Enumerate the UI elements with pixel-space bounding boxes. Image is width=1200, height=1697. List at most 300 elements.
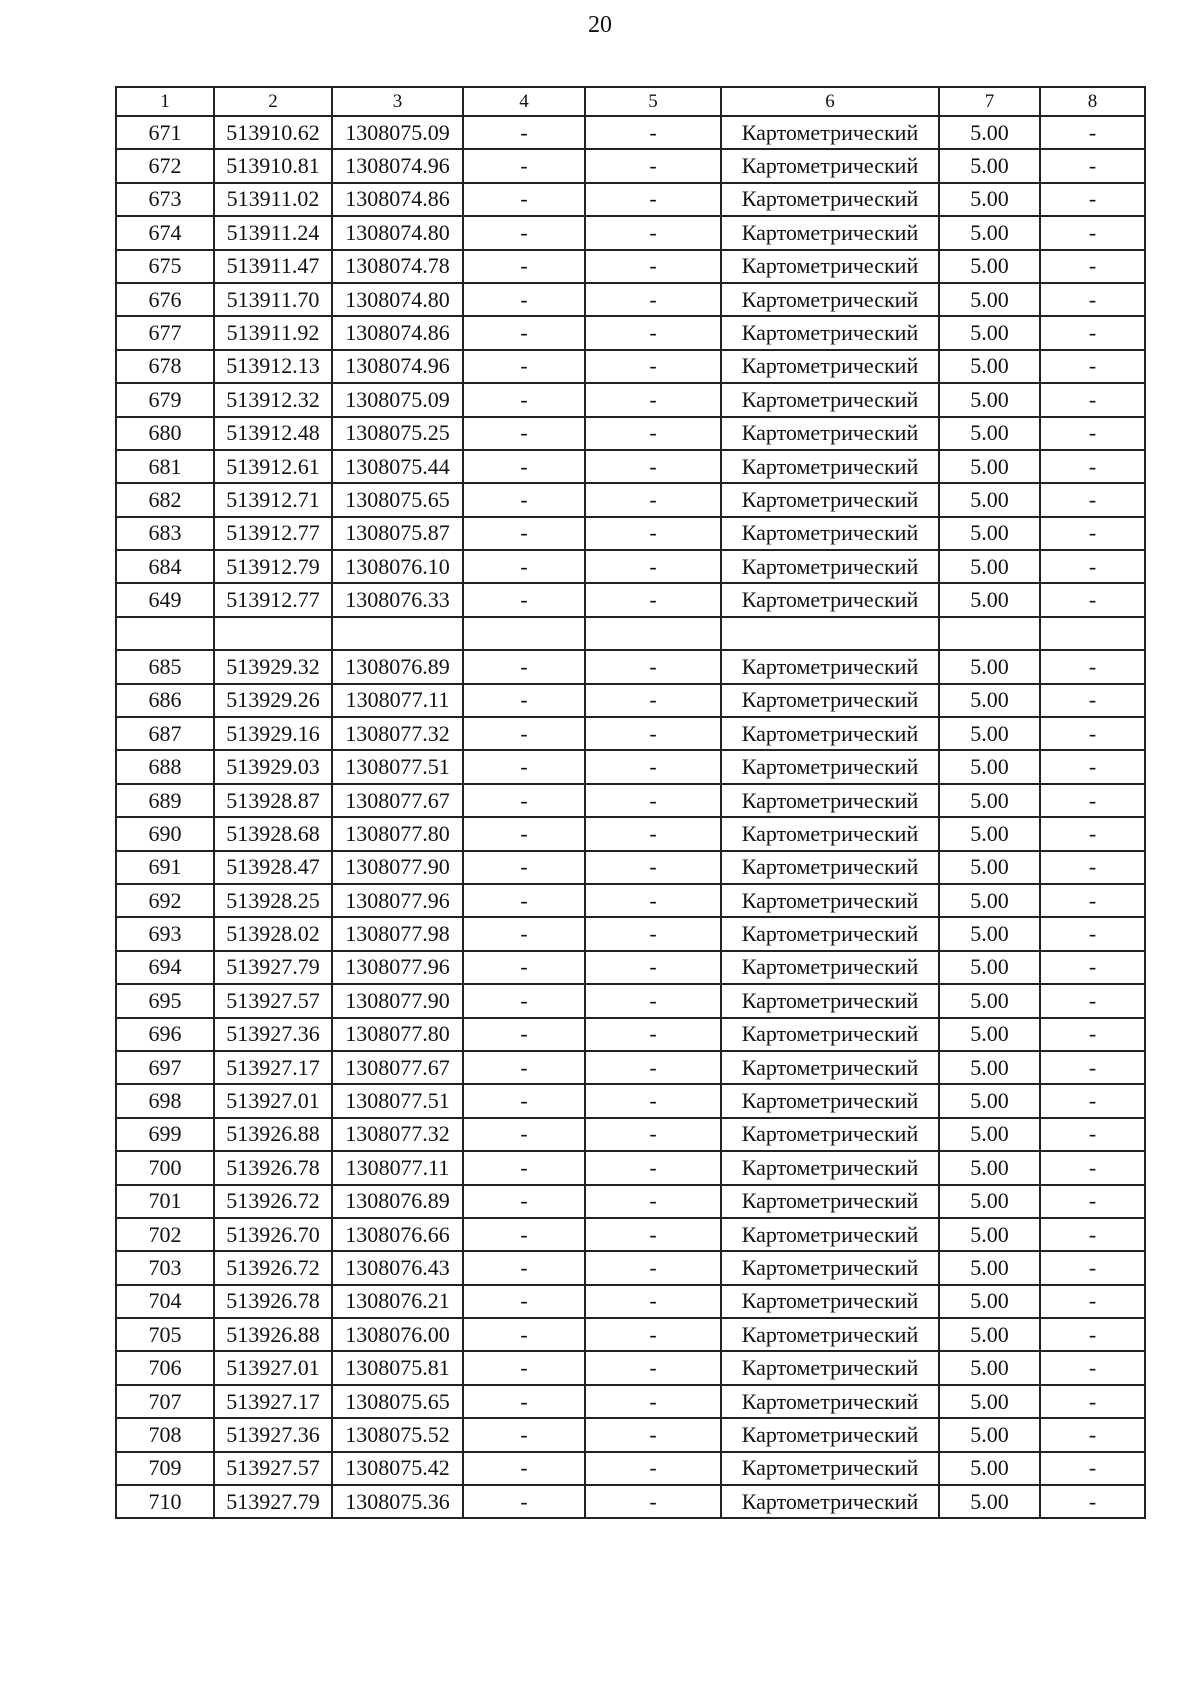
table-cell-col-1: 686 — [116, 684, 214, 717]
table-cell-col-8: - — [1040, 984, 1145, 1017]
table-row — [116, 684, 1145, 717]
table-cell-col-1: 674 — [116, 216, 214, 249]
table-row — [116, 1251, 1145, 1284]
table-cell-col-6: Картометрический — [721, 1218, 939, 1251]
table-cell-col-3: 1308075.44 — [332, 450, 463, 483]
table-row — [116, 1084, 1145, 1117]
table-cell-col-2: 513912.79 — [214, 550, 332, 583]
table-cell-col-2: 513910.62 — [214, 116, 332, 149]
table-cell-col-1: 694 — [116, 951, 214, 984]
table-cell-col-1: 679 — [116, 383, 214, 416]
table-cell-col-3: 1308075.42 — [332, 1452, 463, 1485]
table-cell-col-1: 704 — [116, 1285, 214, 1318]
table-cell-col-1: 683 — [116, 517, 214, 550]
table-cell-col-1: 684 — [116, 550, 214, 583]
table-cell-col-5: - — [585, 1218, 721, 1251]
table-cell-col-8: - — [1040, 283, 1145, 316]
table-cell-col-6: Картометрический — [721, 350, 939, 383]
table-cell-col-1: 685 — [116, 650, 214, 683]
table-cell-col-2: 513912.71 — [214, 483, 332, 516]
table-cell-col-3: 1308075.81 — [332, 1351, 463, 1384]
table-cell-col-1: 695 — [116, 984, 214, 1017]
table-cell-col-2: 513926.72 — [214, 1251, 332, 1284]
table-cell-col-1: 691 — [116, 851, 214, 884]
table-row — [116, 149, 1145, 182]
table-cell-col-2: 513928.02 — [214, 917, 332, 950]
table-cell-col-5: - — [585, 1285, 721, 1318]
table-cell-col-4: - — [463, 684, 585, 717]
table-row — [116, 283, 1145, 316]
table-cell-col-4: - — [463, 1218, 585, 1251]
table-cell-col-1: 702 — [116, 1218, 214, 1251]
table-cell-col-2: 513929.26 — [214, 684, 332, 717]
table-cell-col-8: - — [1040, 250, 1145, 283]
table-cell-col-6: Картометрический — [721, 183, 939, 216]
table-cell-col-2: 513928.68 — [214, 817, 332, 850]
table-cell-col-7: 5.00 — [939, 483, 1040, 516]
table-cell-col-3: 1308077.11 — [332, 684, 463, 717]
table-cell-col-7: 5.00 — [939, 417, 1040, 450]
table-cell-col-8: - — [1040, 1018, 1145, 1051]
table-cell-col-4: - — [463, 784, 585, 817]
table-cell-col-4: - — [463, 216, 585, 249]
table-cell-col-2: 513911.92 — [214, 316, 332, 349]
table-cell-col-4: - — [463, 517, 585, 550]
table-cell-col-2: 513912.48 — [214, 417, 332, 450]
table-cell-col-6 — [721, 617, 939, 650]
table-cell-col-1: 709 — [116, 1452, 214, 1485]
table-cell-col-2: 513926.88 — [214, 1318, 332, 1351]
table-cell-col-8: - — [1040, 1318, 1145, 1351]
table-cell-col-5: - — [585, 717, 721, 750]
table-cell-col-6: Картометрический — [721, 1285, 939, 1318]
table-cell-col-2: 513929.03 — [214, 750, 332, 783]
table-cell-col-1: 707 — [116, 1385, 214, 1418]
table-cell-col-6: Картометрический — [721, 149, 939, 182]
table-cell-col-2: 513912.32 — [214, 383, 332, 416]
table-cell-col-5: - — [585, 283, 721, 316]
table-cell-col-7: 5.00 — [939, 1485, 1040, 1518]
table-row — [116, 1285, 1145, 1318]
table-cell-col-5: - — [585, 1485, 721, 1518]
table-cell-col-6: Картометрический — [721, 383, 939, 416]
table-cell-col-4: - — [463, 1051, 585, 1084]
table-row — [116, 917, 1145, 950]
table-cell-col-3: 1308076.10 — [332, 550, 463, 583]
table-cell-col-2: 513927.79 — [214, 951, 332, 984]
table-cell-col-3: 1308074.80 — [332, 283, 463, 316]
table-cell-col-6: Картометрический — [721, 917, 939, 950]
table-cell-col-4: - — [463, 1285, 585, 1318]
table-cell-col-7: 5.00 — [939, 1452, 1040, 1485]
table-cell-col-7: 5.00 — [939, 917, 1040, 950]
table-cell-col-4: - — [463, 1151, 585, 1184]
table-cell-col-8: - — [1040, 750, 1145, 783]
table-cell-col-6: Картометрический — [721, 1385, 939, 1418]
table-cell-col-3: 1308077.98 — [332, 917, 463, 950]
table-cell-col-7: 5.00 — [939, 316, 1040, 349]
table-cell-col-7: 5.00 — [939, 517, 1040, 550]
table-cell-col-5: - — [585, 851, 721, 884]
table-cell-col-1: 710 — [116, 1485, 214, 1518]
table-cell-col-7: 5.00 — [939, 1385, 1040, 1418]
table-body — [116, 116, 1145, 1518]
table-cell-col-5: - — [585, 750, 721, 783]
table-cell-col-6: Картометрический — [721, 517, 939, 550]
table-cell-col-6: Картометрический — [721, 1318, 939, 1351]
table-cell-col-6: Картометрический — [721, 650, 939, 683]
table-cell-col-7: 5.00 — [939, 951, 1040, 984]
table-cell-col-6: Картометрический — [721, 283, 939, 316]
table-cell-col-7: 5.00 — [939, 1018, 1040, 1051]
table-cell-col-1: 692 — [116, 884, 214, 917]
table-cell-col-3: 1308075.65 — [332, 483, 463, 516]
column-header-3: 3 — [332, 87, 463, 116]
table-cell-col-4: - — [463, 583, 585, 616]
table-cell-col-7: 5.00 — [939, 984, 1040, 1017]
table-cell-col-4: - — [463, 250, 585, 283]
table-row — [116, 750, 1145, 783]
table-cell-col-3: 1308077.90 — [332, 851, 463, 884]
table-row — [116, 1185, 1145, 1218]
table-row — [116, 1018, 1145, 1051]
table-cell-col-4: - — [463, 1118, 585, 1151]
table-cell-col-1: 689 — [116, 784, 214, 817]
table-cell-col-4: - — [463, 183, 585, 216]
table-cell-col-7: 5.00 — [939, 1084, 1040, 1117]
table-cell-col-7: 5.00 — [939, 583, 1040, 616]
table-cell-col-6: Картометрический — [721, 1051, 939, 1084]
table-cell-col-5: - — [585, 984, 721, 1017]
table-row — [116, 550, 1145, 583]
table-cell-col-1: 700 — [116, 1151, 214, 1184]
table-cell-col-4 — [463, 617, 585, 650]
table-cell-col-7: 5.00 — [939, 817, 1040, 850]
table-row — [116, 383, 1145, 416]
table-cell-col-1: 682 — [116, 483, 214, 516]
table-cell-col-3: 1308076.89 — [332, 1185, 463, 1218]
table-cell-col-2: 513912.77 — [214, 583, 332, 616]
table-cell-col-3: 1308075.25 — [332, 417, 463, 450]
table-row — [116, 250, 1145, 283]
table-cell-col-5: - — [585, 817, 721, 850]
table-cell-col-1: 681 — [116, 450, 214, 483]
table-row — [116, 350, 1145, 383]
table-cell-col-8: - — [1040, 884, 1145, 917]
column-header-7: 7 — [939, 87, 1040, 116]
table-row — [116, 417, 1145, 450]
table-cell-col-5: - — [585, 1452, 721, 1485]
table-row — [116, 483, 1145, 516]
table-cell-col-4: - — [463, 550, 585, 583]
table-cell-col-5: - — [585, 517, 721, 550]
table-cell-col-8: - — [1040, 417, 1145, 450]
table-cell-col-6: Картометрический — [721, 483, 939, 516]
table-row — [116, 617, 1145, 650]
table-cell-col-1: 706 — [116, 1351, 214, 1384]
table-cell-col-8: - — [1040, 1418, 1145, 1451]
table-cell-col-6: Картометрический — [721, 884, 939, 917]
table-cell-col-4: - — [463, 1452, 585, 1485]
table-cell-col-4: - — [463, 1185, 585, 1218]
table-cell-col-4: - — [463, 917, 585, 950]
table-cell-col-1: 708 — [116, 1418, 214, 1451]
table-cell-col-3: 1308075.87 — [332, 517, 463, 550]
table-cell-col-4: - — [463, 650, 585, 683]
table-cell-col-7: 5.00 — [939, 1151, 1040, 1184]
table-cell-col-5: - — [585, 1418, 721, 1451]
table-cell-col-3: 1308077.51 — [332, 1084, 463, 1117]
table-cell-col-1: 675 — [116, 250, 214, 283]
table-cell-col-1: 678 — [116, 350, 214, 383]
table-cell-col-8: - — [1040, 116, 1145, 149]
table-cell-col-7: 5.00 — [939, 550, 1040, 583]
table-cell-col-3: 1308076.89 — [332, 650, 463, 683]
table-cell-col-5: - — [585, 483, 721, 516]
table-cell-col-4: - — [463, 1385, 585, 1418]
table-cell-col-5 — [585, 617, 721, 650]
table-cell-col-6: Картометрический — [721, 450, 939, 483]
table-cell-col-1: 676 — [116, 283, 214, 316]
table-cell-col-8: - — [1040, 1185, 1145, 1218]
table-cell-col-7: 5.00 — [939, 1285, 1040, 1318]
table-cell-col-5: - — [585, 583, 721, 616]
table-cell-col-7: 5.00 — [939, 1185, 1040, 1218]
table-cell-col-8: - — [1040, 1118, 1145, 1151]
table-cell-col-1: 671 — [116, 116, 214, 149]
table-cell-col-6: Картометрический — [721, 1118, 939, 1151]
table-cell-col-4: - — [463, 149, 585, 182]
table-cell-col-2: 513929.32 — [214, 650, 332, 683]
table-cell-col-4: - — [463, 383, 585, 416]
table-cell-col-3: 1308075.65 — [332, 1385, 463, 1418]
table-cell-col-7: 5.00 — [939, 116, 1040, 149]
table-cell-col-7 — [939, 617, 1040, 650]
table-cell-col-8: - — [1040, 1151, 1145, 1184]
table-cell-col-7: 5.00 — [939, 250, 1040, 283]
table-row — [116, 1485, 1145, 1518]
table-cell-col-2: 513927.57 — [214, 984, 332, 1017]
table-cell-col-5: - — [585, 951, 721, 984]
table-row — [116, 116, 1145, 149]
table-row — [116, 784, 1145, 817]
table-cell-col-5: - — [585, 149, 721, 182]
table-cell-col-8: - — [1040, 717, 1145, 750]
table-cell-col-7: 5.00 — [939, 149, 1040, 182]
table-cell-col-8: - — [1040, 817, 1145, 850]
table-row — [116, 817, 1145, 850]
table-cell-col-6: Картометрический — [721, 216, 939, 249]
table-cell-col-3: 1308077.96 — [332, 884, 463, 917]
table-cell-col-2: 513911.70 — [214, 283, 332, 316]
table-cell-col-6: Картометрический — [721, 851, 939, 884]
column-header-2: 2 — [214, 87, 332, 116]
table-row — [116, 1351, 1145, 1384]
table-cell-col-7: 5.00 — [939, 216, 1040, 249]
table-row — [116, 1051, 1145, 1084]
table-cell-col-2: 513910.81 — [214, 149, 332, 182]
table-cell-col-8: - — [1040, 650, 1145, 683]
table-cell-col-1 — [116, 617, 214, 650]
table-cell-col-3: 1308076.66 — [332, 1218, 463, 1251]
table-cell-col-2: 513912.61 — [214, 450, 332, 483]
table-cell-col-3: 1308074.96 — [332, 350, 463, 383]
table-cell-col-3: 1308076.33 — [332, 583, 463, 616]
table-cell-col-3: 1308075.52 — [332, 1418, 463, 1451]
table-cell-col-2: 513912.77 — [214, 517, 332, 550]
table-cell-col-8: - — [1040, 951, 1145, 984]
table-cell-col-1: 672 — [116, 149, 214, 182]
table-cell-col-2: 513927.57 — [214, 1452, 332, 1485]
table-cell-col-8: - — [1040, 1051, 1145, 1084]
table-cell-col-7: 5.00 — [939, 784, 1040, 817]
table-cell-col-3: 1308074.78 — [332, 250, 463, 283]
table-cell-col-5: - — [585, 917, 721, 950]
table-cell-col-2: 513911.47 — [214, 250, 332, 283]
table-cell-col-7: 5.00 — [939, 1418, 1040, 1451]
table-cell-col-2: 513927.01 — [214, 1084, 332, 1117]
table-cell-col-6: Картометрический — [721, 784, 939, 817]
table-cell-col-8: - — [1040, 517, 1145, 550]
table-row — [116, 1385, 1145, 1418]
table-cell-col-3: 1308077.80 — [332, 1018, 463, 1051]
column-header-1: 1 — [116, 87, 214, 116]
table-cell-col-6: Картометрический — [721, 1418, 939, 1451]
table-cell-col-1: 690 — [116, 817, 214, 850]
table-cell-col-6: Картометрический — [721, 817, 939, 850]
table-cell-col-5: - — [585, 383, 721, 416]
table-cell-col-7: 5.00 — [939, 283, 1040, 316]
table-cell-col-3: 1308077.90 — [332, 984, 463, 1017]
table-row — [116, 884, 1145, 917]
table-cell-col-1: 703 — [116, 1251, 214, 1284]
table-cell-col-5: - — [585, 884, 721, 917]
table-cell-col-5: - — [585, 216, 721, 249]
table-cell-col-6: Картометрический — [721, 1018, 939, 1051]
table-row — [116, 517, 1145, 550]
coordinates-table — [115, 86, 1146, 1519]
table-cell-col-7: 5.00 — [939, 717, 1040, 750]
table-cell-col-2: 513926.72 — [214, 1185, 332, 1218]
table-cell-col-8: - — [1040, 1285, 1145, 1318]
table-cell-col-1: 677 — [116, 316, 214, 349]
table-cell-col-4: - — [463, 283, 585, 316]
table-row — [116, 1318, 1145, 1351]
table-cell-col-7: 5.00 — [939, 851, 1040, 884]
table-row — [116, 650, 1145, 683]
table-cell-col-8: - — [1040, 1351, 1145, 1384]
table-row — [116, 450, 1145, 483]
table-cell-col-4: - — [463, 884, 585, 917]
table-cell-col-6: Картометрический — [721, 684, 939, 717]
table-row — [116, 851, 1145, 884]
table-cell-col-4: - — [463, 316, 585, 349]
page-number: 20 — [588, 12, 612, 38]
table-cell-col-3: 1308074.96 — [332, 149, 463, 182]
table-cell-col-5: - — [585, 1018, 721, 1051]
table-cell-col-7: 5.00 — [939, 183, 1040, 216]
table-cell-col-4: - — [463, 350, 585, 383]
table-cell-col-7: 5.00 — [939, 1351, 1040, 1384]
table-cell-col-2: 513927.17 — [214, 1385, 332, 1418]
table-cell-col-8: - — [1040, 316, 1145, 349]
table-cell-col-7: 5.00 — [939, 684, 1040, 717]
table-cell-col-5: - — [585, 1318, 721, 1351]
table-cell-col-5: - — [585, 550, 721, 583]
table-cell-col-1: 697 — [116, 1051, 214, 1084]
header-row — [116, 87, 1145, 116]
table-cell-col-5: - — [585, 1251, 721, 1284]
table-cell-col-3: 1308076.00 — [332, 1318, 463, 1351]
table-row — [116, 1151, 1145, 1184]
table-cell-col-2: 513928.47 — [214, 851, 332, 884]
table-cell-col-6: Картометрический — [721, 116, 939, 149]
table-cell-col-7: 5.00 — [939, 884, 1040, 917]
table-cell-col-5: - — [585, 1151, 721, 1184]
table-cell-col-2: 513911.02 — [214, 183, 332, 216]
table-cell-col-3: 1308077.11 — [332, 1151, 463, 1184]
table-header — [116, 87, 1145, 116]
table-cell-col-4: - — [463, 116, 585, 149]
table-cell-col-2: 513926.70 — [214, 1218, 332, 1251]
table-cell-col-5: - — [585, 250, 721, 283]
table-cell-col-7: 5.00 — [939, 450, 1040, 483]
table-cell-col-6: Картометрический — [721, 316, 939, 349]
table-cell-col-5: - — [585, 784, 721, 817]
table-cell-col-6: Картометрический — [721, 1151, 939, 1184]
table-cell-col-8: - — [1040, 917, 1145, 950]
table-cell-col-4: - — [463, 483, 585, 516]
table-cell-col-3: 1308075.36 — [332, 1485, 463, 1518]
table-cell-col-8: - — [1040, 1218, 1145, 1251]
table-cell-col-5: - — [585, 183, 721, 216]
table-cell-col-4: - — [463, 1418, 585, 1451]
table-cell-col-1: 693 — [116, 917, 214, 950]
table-cell-col-3: 1308077.67 — [332, 784, 463, 817]
table-row — [116, 216, 1145, 249]
table-cell-col-7: 5.00 — [939, 1051, 1040, 1084]
table-cell-col-4: - — [463, 1251, 585, 1284]
table-row — [116, 1418, 1145, 1451]
table-cell-col-2: 513927.17 — [214, 1051, 332, 1084]
table-cell-col-4: - — [463, 1351, 585, 1384]
table-cell-col-2: 513912.13 — [214, 350, 332, 383]
table-cell-col-5: - — [585, 1351, 721, 1384]
table-cell-col-2: 513928.25 — [214, 884, 332, 917]
table-row — [116, 583, 1145, 616]
table-cell-col-5: - — [585, 417, 721, 450]
table-cell-col-4: - — [463, 851, 585, 884]
table-cell-col-2: 513926.78 — [214, 1151, 332, 1184]
table-cell-col-8: - — [1040, 1452, 1145, 1485]
table-cell-col-2: 513911.24 — [214, 216, 332, 249]
table-cell-col-5: - — [585, 1118, 721, 1151]
table-cell-col-2: 513929.16 — [214, 717, 332, 750]
table-cell-col-2 — [214, 617, 332, 650]
table-cell-col-4: - — [463, 1018, 585, 1051]
table-cell-col-4: - — [463, 450, 585, 483]
table-cell-col-3: 1308076.43 — [332, 1251, 463, 1284]
table-cell-col-1: 673 — [116, 183, 214, 216]
table-row — [116, 183, 1145, 216]
table-cell-col-4: - — [463, 417, 585, 450]
table-cell-col-2: 513927.36 — [214, 1418, 332, 1451]
table-cell-col-8: - — [1040, 684, 1145, 717]
table-cell-col-5: - — [585, 116, 721, 149]
table-row — [116, 951, 1145, 984]
table-cell-col-7: 5.00 — [939, 350, 1040, 383]
table-cell-col-7: 5.00 — [939, 383, 1040, 416]
